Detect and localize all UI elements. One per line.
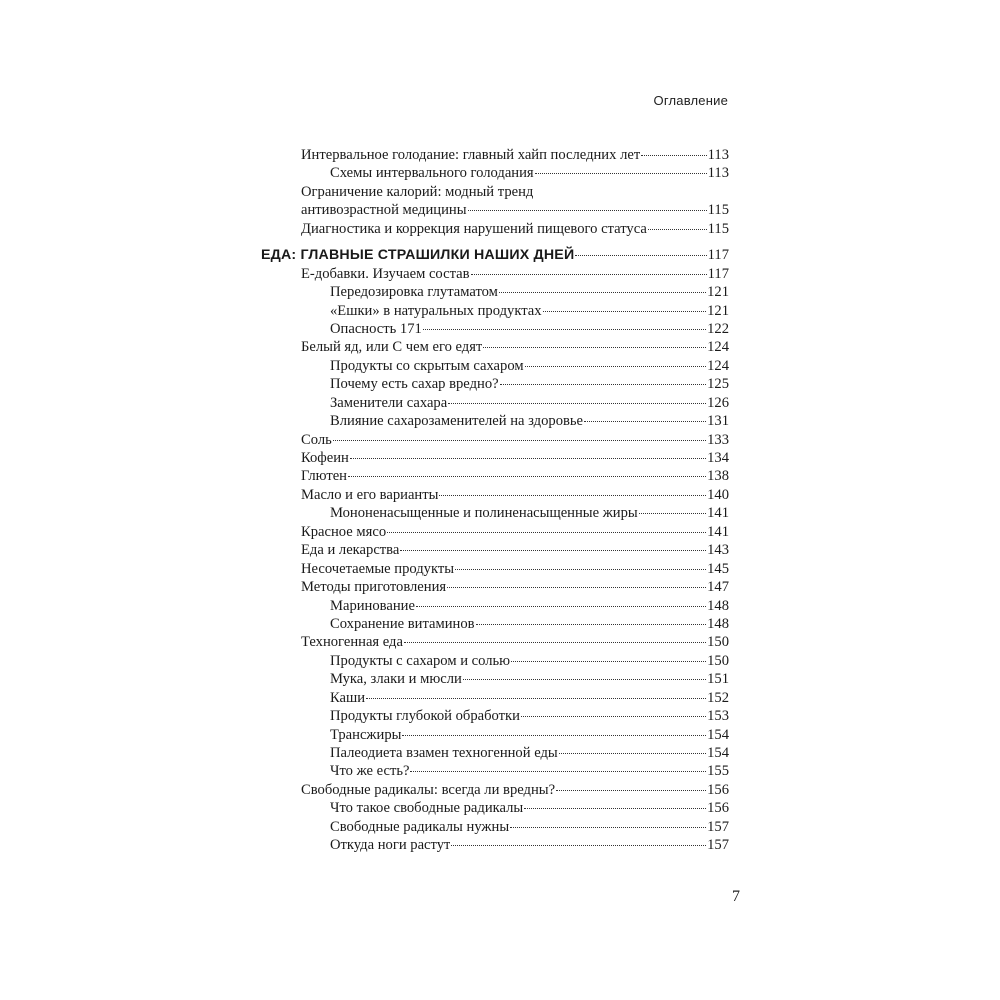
toc-entry-title: Влияние сахарозаменителей на здоровье bbox=[330, 413, 584, 430]
toc-entry-page: 115 bbox=[707, 220, 729, 237]
toc-entry-title: Красное мясо bbox=[301, 523, 387, 540]
running-head: Оглавление bbox=[653, 93, 728, 108]
toc-entry bbox=[261, 633, 729, 651]
toc-entry-title: Мононенасыщенные и полиненасыщенные жиры bbox=[330, 505, 638, 522]
toc-entry-page: 150 bbox=[707, 634, 729, 651]
toc-entry-title: Трансжиры bbox=[330, 726, 402, 743]
toc-leader-dots bbox=[447, 587, 706, 588]
toc-entry-page: 122 bbox=[707, 320, 729, 337]
toc-entry-page: 125 bbox=[707, 376, 729, 393]
toc-entry bbox=[261, 220, 729, 238]
toc-entry-page: 124 bbox=[707, 357, 729, 374]
toc-entry-page: 155 bbox=[707, 763, 729, 780]
toc-entry-page: 117 bbox=[707, 247, 729, 264]
toc-entry bbox=[261, 467, 729, 485]
toc-leader-dots bbox=[525, 366, 707, 367]
toc-leader-dots bbox=[535, 173, 707, 174]
toc-entry-page: 154 bbox=[707, 726, 729, 743]
toc-entry-title: Техногенная еда bbox=[301, 634, 403, 651]
toc-entry-page: 157 bbox=[707, 818, 729, 835]
toc-entry bbox=[261, 504, 729, 522]
toc-entry-title: Продукты глубокой обработки bbox=[330, 708, 520, 725]
toc-entry bbox=[261, 431, 729, 449]
toc-entry-title: Е-добавки. Изучаем состав bbox=[301, 265, 470, 282]
toc-leader-dots bbox=[500, 384, 707, 385]
toc-entry bbox=[261, 836, 729, 854]
toc-leader-dots bbox=[448, 403, 706, 404]
toc-block-1 bbox=[261, 146, 729, 238]
toc-leader-dots bbox=[416, 606, 706, 607]
toc-entry-page: 124 bbox=[707, 339, 729, 356]
toc-entry-page: 143 bbox=[707, 542, 729, 559]
toc-entry bbox=[261, 338, 729, 356]
toc-entry-page: 148 bbox=[707, 615, 729, 632]
toc-entry bbox=[261, 799, 729, 817]
toc-leader-dots bbox=[468, 210, 707, 211]
toc-entry bbox=[261, 744, 729, 762]
toc-entry bbox=[261, 375, 729, 393]
toc-leader-dots bbox=[350, 458, 706, 459]
toc-entry-page: 133 bbox=[707, 431, 729, 448]
toc-leader-dots bbox=[559, 753, 706, 754]
toc-entry-title: Продукты со скрытым сахаром bbox=[330, 357, 524, 374]
toc-entry-page: 117 bbox=[707, 265, 729, 282]
toc-entry-page: 148 bbox=[707, 597, 729, 614]
toc-entry bbox=[261, 652, 729, 670]
toc-entry bbox=[261, 762, 729, 780]
toc-entry-title: Опасность 171 bbox=[330, 320, 422, 337]
toc-entry-title: Мука, злаки и мюсли bbox=[330, 671, 462, 688]
toc-leader-dots bbox=[584, 421, 706, 422]
toc-entry bbox=[261, 523, 729, 541]
toc-entry-title: Передозировка глутаматом bbox=[330, 284, 498, 301]
toc-entry-title: Масло и его варианты bbox=[301, 486, 439, 503]
toc-leader-dots bbox=[510, 827, 706, 828]
toc-entry bbox=[261, 146, 729, 164]
toc-entry bbox=[261, 201, 729, 219]
toc-entry bbox=[261, 818, 729, 836]
toc-entry-page: 131 bbox=[707, 413, 729, 430]
toc-leader-dots bbox=[366, 698, 706, 699]
toc-entry bbox=[261, 265, 729, 283]
toc-entry bbox=[261, 183, 729, 201]
toc-leader-dots bbox=[556, 790, 706, 791]
toc-entry bbox=[261, 781, 729, 799]
toc-leader-dots bbox=[404, 642, 706, 643]
toc-entry bbox=[261, 357, 729, 375]
toc-leader-dots bbox=[543, 311, 707, 312]
toc-entry bbox=[261, 449, 729, 467]
toc-entry bbox=[261, 726, 729, 744]
toc-entry-page: 140 bbox=[707, 486, 729, 503]
toc-entry-title: «Ешки» в натуральных продуктах bbox=[330, 302, 542, 319]
toc-entry-title: Откуда ноги растут bbox=[330, 837, 451, 854]
toc-leader-dots bbox=[387, 532, 706, 533]
toc-entry-title: Белый яд, или С чем его едят bbox=[301, 339, 483, 356]
toc-entry bbox=[261, 320, 729, 338]
toc-entry-page: 121 bbox=[707, 302, 729, 319]
toc-entry-page: 113 bbox=[707, 147, 729, 163]
toc-entry bbox=[261, 412, 729, 430]
toc-entry bbox=[261, 670, 729, 688]
toc-leader-dots bbox=[423, 329, 706, 330]
toc-entry bbox=[261, 164, 729, 182]
toc-entry-page: 157 bbox=[707, 837, 729, 854]
toc-leader-dots bbox=[400, 550, 706, 551]
toc-leader-dots bbox=[348, 476, 706, 477]
toc-entry bbox=[261, 302, 729, 320]
table-of-contents bbox=[261, 146, 729, 855]
toc-leader-dots bbox=[521, 716, 706, 717]
toc-entry bbox=[261, 597, 729, 615]
toc-entry-page: 152 bbox=[707, 689, 729, 706]
toc-entry-title: Соль bbox=[301, 431, 332, 448]
toc-entry-page: 121 bbox=[707, 284, 729, 301]
toc-leader-dots bbox=[451, 845, 706, 846]
toc-entry bbox=[261, 578, 729, 596]
toc-leader-dots bbox=[641, 155, 706, 156]
toc-entry bbox=[261, 486, 729, 504]
toc-entry-title: Заменители сахара bbox=[330, 394, 448, 411]
toc-entry-page: 134 bbox=[707, 450, 729, 466]
toc-leader-dots bbox=[648, 229, 707, 230]
toc-leader-dots bbox=[499, 292, 706, 293]
toc-entry-page: 141 bbox=[707, 505, 729, 522]
toc-entry-page: 147 bbox=[707, 579, 729, 596]
toc-entry bbox=[261, 707, 729, 725]
toc-entry-page: 126 bbox=[707, 394, 729, 411]
toc-entry-title: Каши bbox=[330, 689, 366, 706]
toc-entry-title: Палеодиета взамен техногенной еды bbox=[330, 745, 558, 761]
toc-entry bbox=[261, 560, 729, 578]
toc-entry-title: Что такое свободные радикалы bbox=[330, 800, 524, 817]
toc-entry bbox=[261, 541, 729, 559]
toc-entry-page: 156 bbox=[707, 800, 729, 817]
toc-entry-title: Свободные радикалы: всегда ли вредны? bbox=[301, 781, 556, 798]
toc-leader-dots bbox=[455, 569, 706, 570]
toc-entry bbox=[261, 394, 729, 412]
toc-entry-title: Маринование bbox=[330, 597, 415, 614]
toc-entry-title: Ограничение калорий: модный тренд bbox=[301, 183, 534, 200]
toc-entry-page: 145 bbox=[707, 560, 729, 577]
toc-leader-dots bbox=[333, 440, 706, 441]
toc-leader-dots bbox=[575, 255, 706, 256]
toc-leader-dots bbox=[476, 624, 707, 625]
toc-leader-dots bbox=[439, 495, 706, 496]
toc-entry-title: антивозрастной медицины bbox=[301, 202, 467, 219]
toc-leader-dots bbox=[639, 513, 706, 514]
toc-entry-page: 154 bbox=[707, 745, 729, 761]
toc-leader-dots bbox=[410, 771, 706, 772]
toc-entry-page: 153 bbox=[707, 708, 729, 725]
toc-entry-title: Методы приготовления bbox=[301, 579, 447, 596]
toc-leader-dots bbox=[402, 735, 706, 736]
toc-entry-page: 115 bbox=[707, 202, 729, 219]
toc-leader-dots bbox=[524, 808, 706, 809]
toc-leader-dots bbox=[483, 347, 706, 348]
toc-entry-title: Продукты с сахаром и солью bbox=[330, 652, 511, 669]
toc-entry-page: 113 bbox=[707, 165, 729, 182]
toc-leader-dots bbox=[511, 661, 706, 662]
toc-entry-title: Глютен bbox=[301, 468, 347, 485]
toc-entry-page: 141 bbox=[707, 523, 729, 540]
toc-entry bbox=[261, 615, 729, 633]
toc-block-2 bbox=[261, 246, 729, 854]
toc-entry-page: 138 bbox=[707, 468, 729, 485]
toc-entry-page: 151 bbox=[707, 671, 729, 688]
toc-entry-title: ЕДА: ГЛАВНЫЕ СТРАШИЛКИ НАШИХ ДНЕЙ bbox=[261, 247, 575, 264]
toc-entry bbox=[261, 283, 729, 301]
toc-entry-title: Схемы интервального голодания bbox=[330, 165, 534, 182]
toc-entry-title: Кофеин bbox=[301, 450, 349, 466]
toc-entry-page: 156 bbox=[707, 781, 729, 798]
toc-entry bbox=[261, 689, 729, 707]
toc-entry-title: Еда и лекарства bbox=[301, 542, 400, 559]
toc-section-heading bbox=[261, 246, 729, 264]
toc-entry-page: 150 bbox=[707, 652, 729, 669]
page-number: 7 bbox=[732, 888, 740, 905]
toc-entry-title: Почему есть сахар вредно? bbox=[330, 376, 499, 393]
toc-entry-title: Несочетаемые продукты bbox=[301, 560, 455, 577]
toc-entry-title: Свободные радикалы нужны bbox=[330, 818, 510, 835]
toc-entry-title: Диагностика и коррекция нарушений пищевого статуса bbox=[301, 220, 647, 237]
toc-leader-dots bbox=[471, 274, 707, 275]
toc-entry-title: Сохранение витаминов bbox=[330, 615, 475, 632]
toc-entry-title: Что же есть? bbox=[330, 763, 410, 780]
toc-leader-dots bbox=[463, 679, 706, 680]
toc-entry-title: Интервальное голодание: главный хайп последних лет bbox=[301, 147, 641, 163]
